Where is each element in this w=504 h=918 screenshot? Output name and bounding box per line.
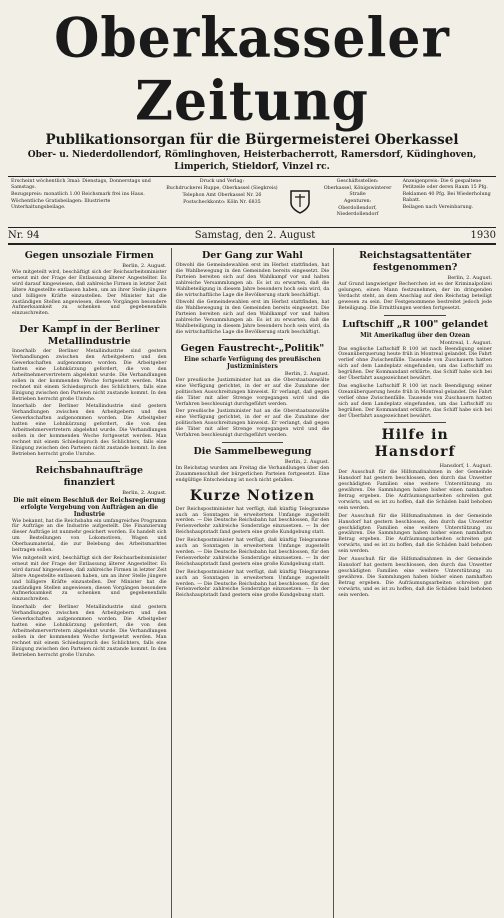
article-body: Im Reichstag wurden am Freitag die Verhandlungen über den Zusammenschluß der bürgerlichen Parteien fortgesetzt. Eine endgültige Entscheidung ist noch nicht gefallen.	[175, 465, 330, 483]
info-text: Anzeigenpreis: Die 6 gespaltene Petitzeile oder deren Raum 15 Pfg.	[402, 179, 488, 190]
article-body: Obwohl die Gemeindewahlen erst im Herbst stattfinden, hat die Wahlbewegung in den Gemeinden bereits eingesetzt. Die Parteien bereiten sich auf den Wahlkampf vor und halten zahlreiche Versammlungen ab. Es ist zu erwarten, daß die Wahlbeteiligung in diesem Jahre besonders hoch sein wird, da die wirtschaftliche Lage die Bevölkerung stark beschäftigt.	[175, 300, 330, 335]
article-dateline: Berlin, 2. August.	[447, 275, 492, 281]
issue-row	[8, 228, 496, 245]
article-headline: Die Sammelbewegung	[193, 445, 312, 457]
column-right	[333, 248, 496, 918]
article-body: Wie bekannt, hat die Reichsbahn ein umfangreiches Programm für Aufträge an die Industrie aufgestellt. Die Finanzierung dieser Aufträge ist nunmehr gesichert worden. Es handelt sich um Bestellungen von Lokomotiven, Wagen und Oberbaumaterial, die zur Belebung des Arbeitsmarktes beitragen sollen.	[12, 518, 167, 554]
article-headline: Der Gang zur Wahl	[202, 250, 303, 261]
coat-of-arms-icon	[289, 189, 311, 215]
article-body: Wie mitgeteilt wird, beschäftigt sich der Reichsarbeitsminister erneut mit der Frage der Entlassung älterer Angestellter. Es wird darauf hingewiesen, daß zahlreiche Firmen in letzter Zeit ältere Angestellte entlassen haben, um an ihrer Stelle jüngere und billigere Kräfte einzustellen. Der Minister hat die zuständigen Stellen angewiesen, diesen Vorgängen besondere Aufmerksamkeit zu schenken und gegebenenfalls einzuschreiten.	[12, 556, 167, 603]
article-body: Innerhalb der Berliner Metallindustrie sind gestern Verhandlungen zwischen den Arbeitgebern und den Gewerkschaften aufgenommen worden. Die Arbeitgeber hatten eine Lohnkürzung gefordert, die von den Arbeitnehmervertretern abgelehnt wurde. Die Verhandlungen sollen in der kommenden Woche fortgesetzt werden. Man rechnet mit einem Schiedsspruch des Schlichters, falls eine Einigung zwischen den Parteien nicht zustande kommt. In den Betrieben herrscht große Unruhe.	[12, 349, 167, 402]
article-body: Das englische Luftschiff R 100 ist nach Beendigung seiner Ozeanüberquerung heute früh in Montreal gelandet. Die Fahrt verlief ohne Zwischenfälle. Tausende von Zuschauern hatten sich auf dem Landeplatz eingefunden, um das Luftschiff zu begrüßen. Der Kommandant erklärte, das Schiff habe sich bei der Überfahrt ausgezeichnet bewährt.	[338, 383, 492, 419]
info-text: Bezugspreis: monatlich 1.00 Reichsmark frei ins Haus.	[11, 192, 145, 197]
article-body: Wie mitgeteilt wird, beschäftigt sich der Reichsarbeitsminister erneut mit der Frage der Entlassung älterer Angestellter. Es wird darauf hingewiesen, daß zahlreiche Firmen in letzter Zeit ältere Angestellte entlassen haben, um an ihrer Stelle jüngere und billigere Kräfte einzustellen. Der Minister hat die zuständigen Stellen angewiesen, diesen Vorgängen besondere Aufmerksamkeit zu schenken und gegebenenfalls einzuschreiten.	[12, 270, 167, 317]
subscription-info	[8, 177, 160, 227]
info-text: Druck und Verlag:	[199, 179, 245, 184]
publication-info-row	[8, 176, 496, 228]
article-headline: Hilfe in Hansdorf	[374, 427, 456, 461]
article-body: Das englische Luftschiff R 100 ist nach Beendigung seiner Ozeanüberquerung heute früh in Montreal gelandet. Die Fahrt verlief ohne Zwischenfälle. Tausende von Zuschauern hatten sich auf dem Landeplatz eingefunden, um das Luftschiff zu begrüßen. Der Kommandant erklärte, das Schiff habe sich bei der Überfahrt ausgezeichnet bewährt.	[338, 346, 492, 382]
crest-emblem	[284, 177, 316, 227]
branch-info	[316, 177, 400, 227]
info-text: Buchdruckerei Ruppe, Oberkassel (Siegkreis)	[166, 186, 278, 191]
article-columns	[8, 248, 496, 918]
advertising-info	[400, 177, 496, 227]
info-text: Agenturen:	[343, 199, 372, 204]
masthead-subtitle: Publikationsorgan für die Bürgermeisterei Oberkassel	[45, 132, 459, 148]
article-subhead: Mit Amerikaflug über den Ozean	[360, 331, 471, 339]
article-subhead: Eine scharfe Verfügung des preußischen Justizministers	[184, 355, 321, 370]
divider	[58, 461, 120, 462]
article-body: Der Reichspostminister hat verfügt, daß künftig Telegramme auch an Sonntagen in erweitertem Umfange zugestellt werden. — Die Deutsche Reichsbahn hat beschlossen, für den Ferienverkehr zahlreiche Sonderzüge einzusetzen. — In der Reichshauptstadt fand gestern eine große Kundgebung statt.	[175, 506, 330, 536]
info-text: Telephon Amt Oberkassel Nr. 26	[182, 193, 262, 198]
info-text: Oberdollendorf, Niederdollendorf	[336, 206, 379, 217]
article-body: Der Reichspostminister hat verfügt, daß künftig Telegramme auch an Sonntagen in erweitertem Umfange zugestellt werden. — Die Deutsche Reichsbahn hat beschlossen, für den Ferienverkehr zahlreiche Sonderzüge einzusetzen. — In der Reichshauptstadt fand gestern eine große Kundgebung statt.	[175, 569, 330, 599]
article-dateline: Berlin, 2. August.	[284, 370, 330, 377]
article-dateline: Hansdorf, 1. August.	[439, 463, 492, 470]
issue-number: Nr. 94	[8, 230, 40, 241]
info-text: Reklamen 40 Pfg. Bei Wiederholung Rabatt.	[402, 192, 491, 203]
article-body: Obwohl die Gemeindewahlen erst im Herbst stattfinden, hat die Wahlbewegung in den Gemeinden bereits eingesetzt. Die Parteien bereiten sich auf den Wahlkampf vor und halten zahlreiche Versammlungen ab. Es ist zu erwarten, daß die Wahlbeteiligung in diesem Jahre besonders hoch sein wird, da die wirtschaftliche Lage die Bevölkerung stark beschäftigt.	[175, 263, 330, 298]
article-dateline: Berlin, 2. August.	[122, 263, 167, 269]
article-headline: Reichstagsattentäter festgenommen?	[359, 250, 472, 273]
article-headline: Der Kampf in der Berliner Metallindustrie	[19, 324, 160, 348]
article-dateline: Montreal, 1. August.	[439, 339, 492, 346]
issue-year: 1930	[470, 230, 496, 241]
info-text: Geschäftsstellen:	[336, 179, 379, 184]
info-text: Oberkassel, Königswinterer Straße	[323, 186, 392, 197]
divider	[222, 339, 283, 340]
divider	[58, 320, 120, 321]
masthead-localities: Ober- u. Niederdollendorf, Römlinghoven, Heisterbacherrott, Ramersdorf, Küdinghoven, Limperich, Stieldorf, Vinzel rc.	[27, 150, 477, 172]
info-text: Postscheckkonto: Köln Nr. 6835	[183, 200, 261, 205]
article-dateline: Berlin, 2. August.	[122, 489, 167, 496]
article-body: Der Ausschuß für die Hilfsmaßnahmen in der Gemeinde Hansdorf hat gestern beschlossen, den durch das Unwetter geschädigten Familien eine weitere Unterstützung zu gewähren. Die Sammlungen haben bisher einen namhaften Betrag ergeben. Die Aufräumungsarbeiten schreiten gut vorwärts, und es ist zu hoffen, daß die Schäden bald behoben sein werden.	[338, 470, 492, 511]
article-body: Der preußische Justizminister hat an die Oberstaatsanwälte eine Verfügung gerichtet, in der er auf die Zunahme der politischen Ausschreitungen hinweist. Er verlangt, daß gegen die Täter mit aller Strenge vorgegangen wird und die Verfahren beschleunigt durchgeführt werden.	[175, 409, 330, 439]
article-body: Der Reichspostminister hat verfügt, daß künftig Telegramme auch an Sonntagen in erweitertem Umfange zugestellt werden. — Die Deutsche Reichsbahn hat beschlossen, für den Ferienverkehr zahlreiche Sonderzüge einzusetzen. — In der Reichshauptstadt fand gestern eine große Kundgebung statt.	[175, 538, 330, 567]
article-headline: Gegen Faustrecht-„Politik"	[180, 342, 325, 354]
masthead-title: Oberkasseler Zeitung	[54, 5, 450, 133]
issue-date: Samstag, den 2. August	[194, 230, 316, 241]
article-headline: Gegen unsoziale Firmen	[24, 250, 154, 261]
article-body: Innerhalb der Berliner Metallindustrie sind gestern Verhandlungen zwischen den Arbeitgebern und den Gewerkschaften aufgenommen worden. Die Arbeitgeber hatten eine Lohnkürzung gefordert, die von den Arbeitnehmervertretern abgelehnt wurde. Die Verhandlungen sollen in der kommenden Woche fortgesetzt werden. Man rechnet mit einem Schiedsspruch des Schlichters, falls eine Einigung zwischen den Parteien nicht zustande kommt. In den Betrieben herrscht große Unruhe.	[12, 605, 167, 658]
article-headline: Kurze Notizen	[189, 487, 316, 504]
divider	[384, 422, 445, 423]
publisher-info	[160, 177, 283, 227]
article-body: Der preußische Justizminister hat an die Oberstaatsanwälte eine Verfügung gerichtet, in der er auf die Zunahme der politischen Ausschreitungen hinweist. Er verlangt, daß gegen die Täter mit aller Strenge vorgegangen wird und die Verfahren beschleunigt durchgeführt werden.	[175, 377, 330, 407]
article-body: Innerhalb der Berliner Metallindustrie sind gestern Verhandlungen zwischen den Arbeitgebern und den Gewerkschaften aufgenommen worden. Die Arbeitgeber hatten eine Lohnkürzung gefordert, die von den Arbeitnehmervertretern abgelehnt wurde. Die Verhandlungen sollen in der kommenden Woche fortgesetzt werden. Man rechnet mit einem Schiedsspruch des Schlichters, falls eine Einigung zwischen den Parteien nicht zustande kommt. In den Betrieben herrscht große Unruhe.	[12, 404, 167, 457]
info-text: Beilagen nach Vereinbarung.	[402, 205, 474, 210]
article-dateline: Berlin, 2. August.	[284, 458, 330, 465]
article-headline: Luftschiff „R 100" gelandet	[342, 318, 489, 330]
article-body: Der Ausschuß für die Hilfsmaßnahmen in der Gemeinde Hansdorf hat gestern beschlossen, den durch das Unwetter geschädigten Familien eine weitere Unterstützung zu gewähren. Die Sammlungen haben bisher einen namhaften Betrag ergeben. Die Aufräumungsarbeiten schreiten gut vorwärts, und es ist zu hoffen, daß die Schäden bald behoben sein werden.	[338, 513, 492, 555]
article-headline: Reichsbahnaufträge finanziert	[35, 464, 144, 488]
info-text: Wöchentliche Gratisbeilagen: Illustrierte Unterhaltungsbeilage.	[11, 199, 111, 210]
article-subhead: Die mit einem Beschluß der Reichsregierung erfolgte Vergebung von Aufträgen an die Industrie	[13, 496, 166, 518]
column-middle	[171, 248, 334, 918]
article-body: Auf Grund langwieriger Recherchen ist es der Kriminalpolizei gelungen, einen Mann festzunehmen, der im dringenden Verdacht steht, an dem Anschlag auf den Reichstag beteiligt gewesen zu sein. Der Festgenommene bestreitet jedoch jede Beteiligung. Die Ermittlungen werden fortgesetzt.	[338, 282, 492, 311]
divider	[222, 442, 283, 443]
info-text: Erscheint wöchentlich 3mal: Dienstags, Donnerstags und Samstags.	[11, 179, 151, 190]
divider	[384, 315, 445, 316]
article-body: Der Ausschuß für die Hilfsmaßnahmen in der Gemeinde Hansdorf hat gestern beschlossen, den durch das Unwetter geschädigten Familien eine weitere Unterstützung zu gewähren. Die Sammlungen haben bisher einen namhaften Betrag ergeben. Die Aufräumungsarbeiten schreiten gut vorwärts, und es ist zu hoffen, daß die Schäden bald behoben sein werden.	[338, 557, 492, 598]
column-left	[8, 248, 171, 918]
